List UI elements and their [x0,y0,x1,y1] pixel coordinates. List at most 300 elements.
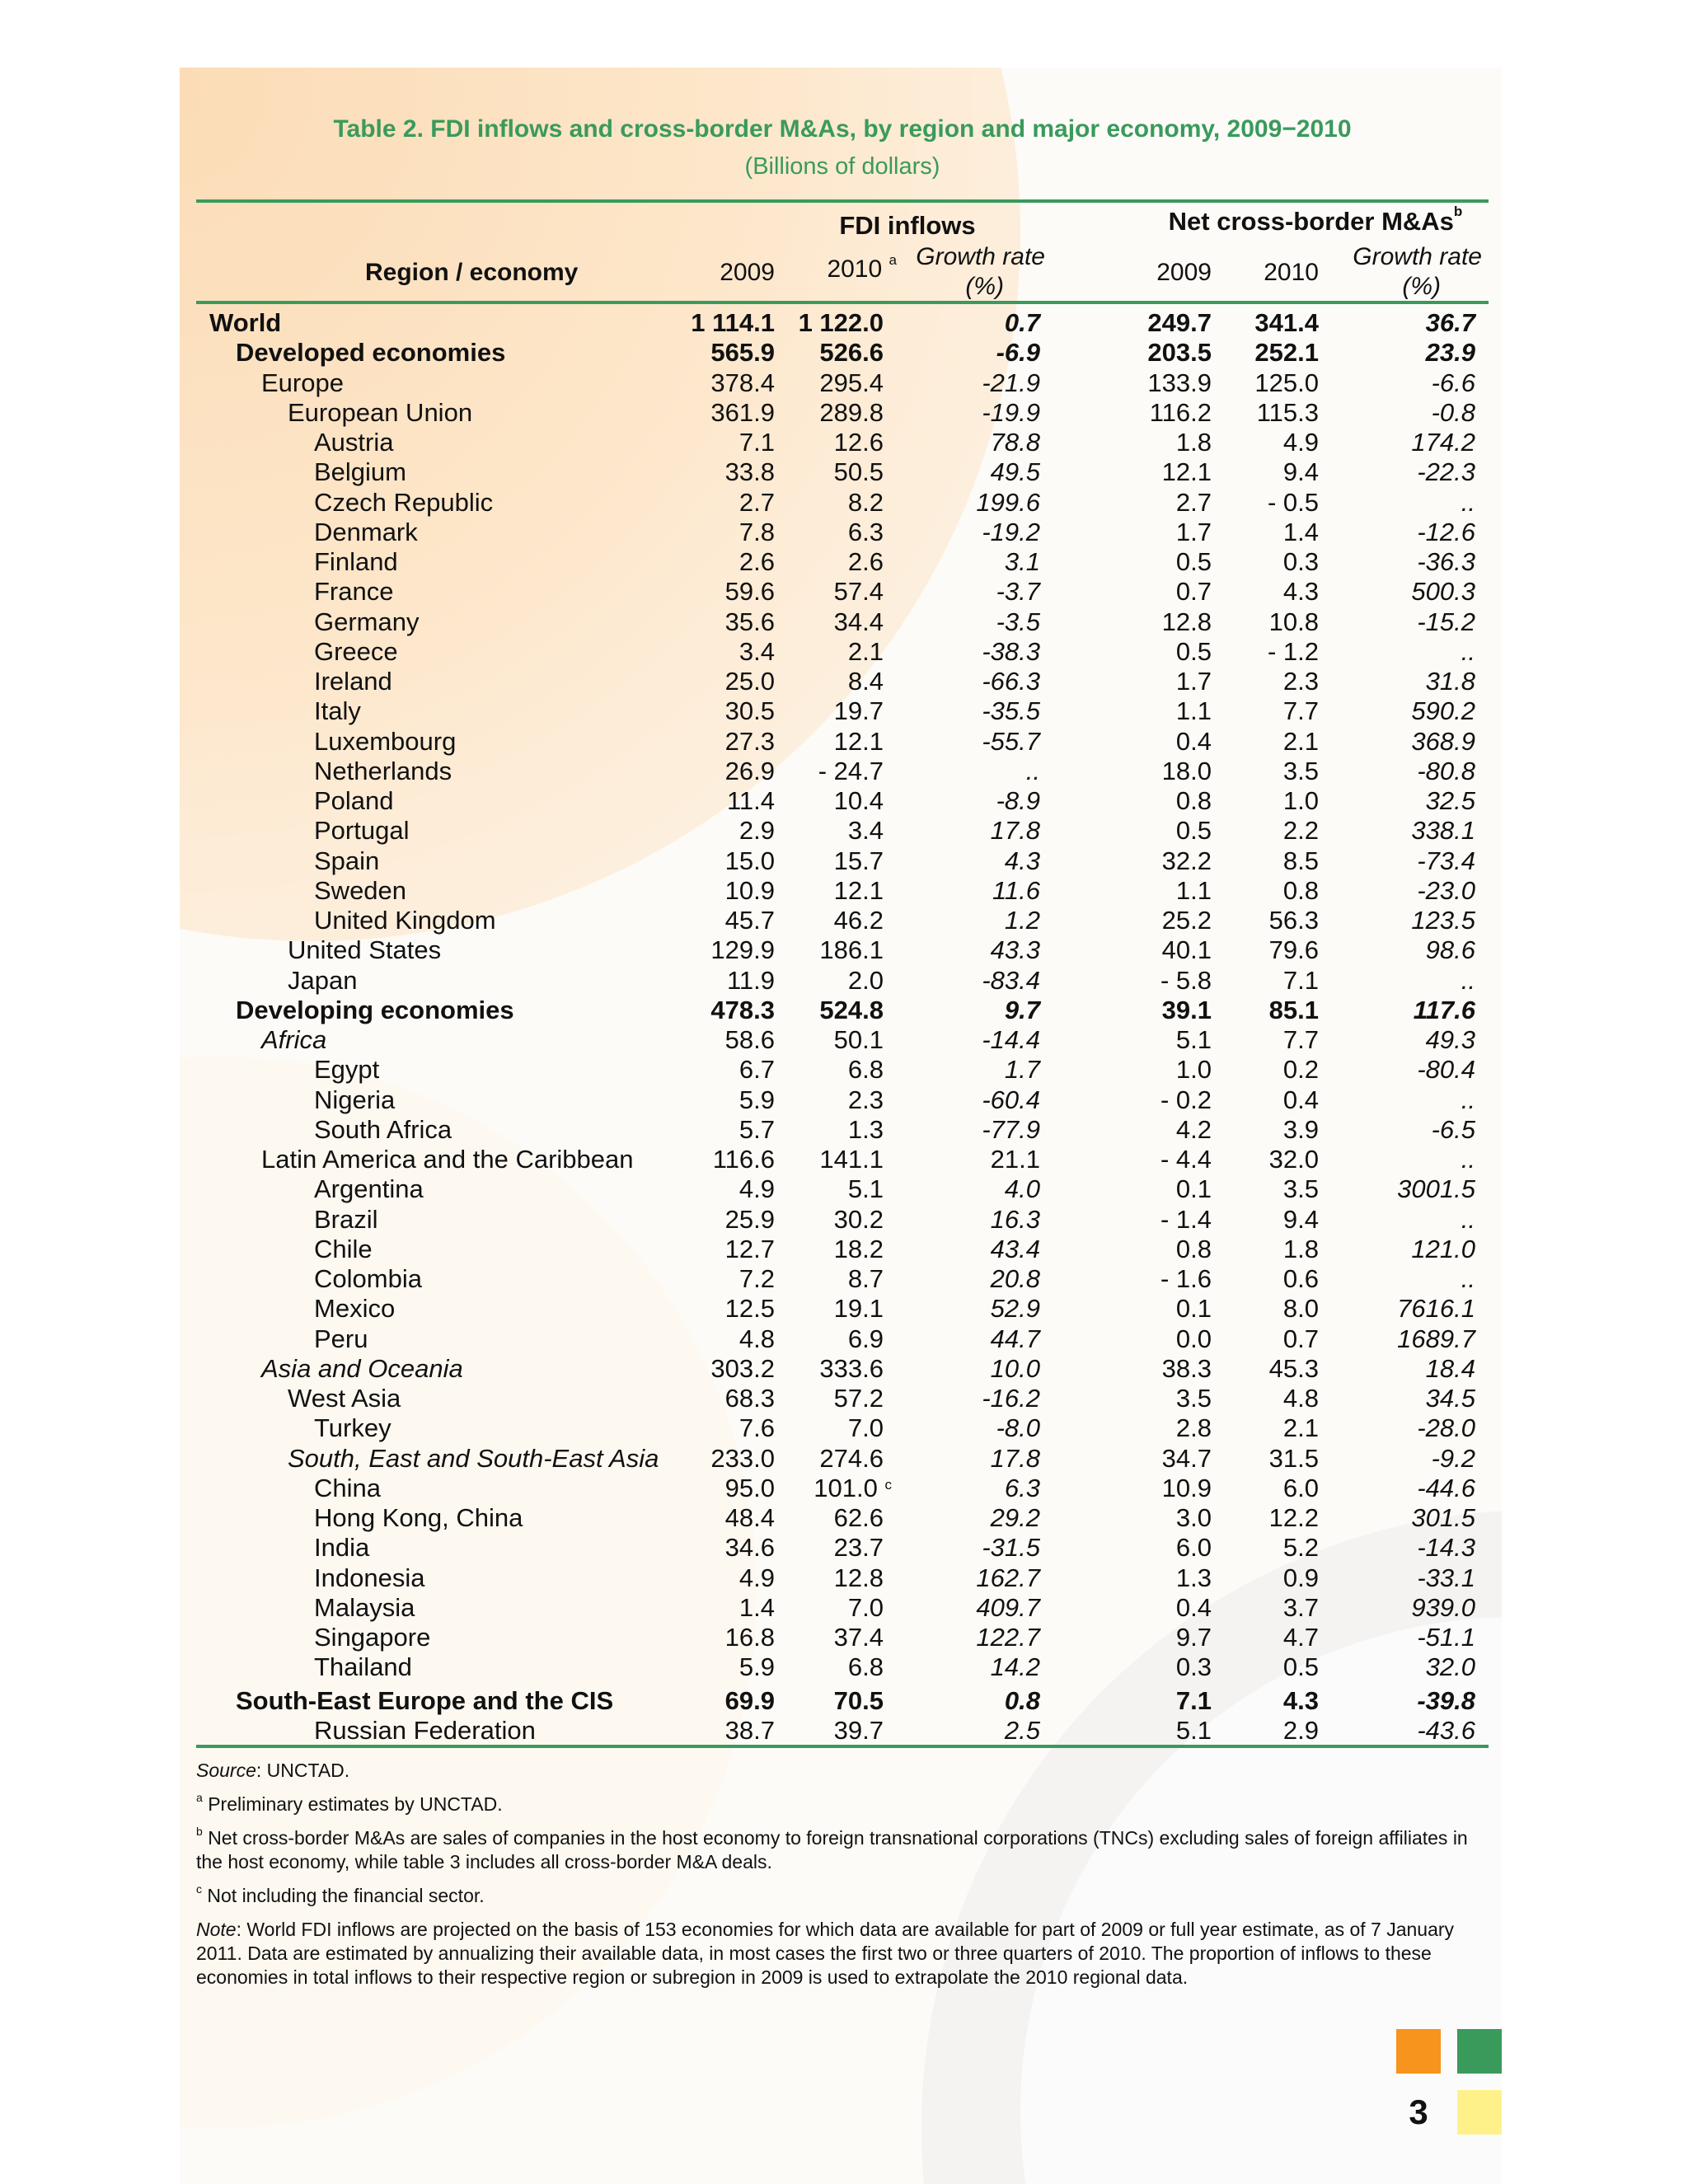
cell-ma-2009: 3.5 [1175,1384,1212,1413]
cell-ma-growth: 590.2 [1411,696,1475,726]
row-label: Africa [261,1025,327,1054]
cell-ma-growth: -6.5 [1431,1114,1475,1144]
cell-value: 101.0 [814,1473,878,1502]
cell-ma-2009: 2.7 [1175,487,1212,517]
cell-ma-2010: 5.2 [1282,1533,1319,1563]
table-row [196,1474,1489,1503]
note-c [196,1884,1489,1908]
cell-ma-2010: 8.0 [1282,1294,1319,1324]
cell-ma-2009: 0.7 [1175,577,1212,607]
table-row [196,906,1489,935]
cell-fdi-2009: 68.3 [724,1384,775,1413]
cell-fdi-2010: 8.2 [847,487,884,517]
cell-ma-2009: 0.3 [1175,1652,1212,1682]
cell-ma-2009: 39.1 [1161,995,1212,1024]
cell-fdi-growth: -14.4 [982,1025,1040,1054]
cell-ma-2010: 1.8 [1282,1234,1319,1263]
cell-fdi-2010: 524.8 [819,995,884,1024]
cell-fdi-2009: 7.8 [738,517,775,546]
cell-ma-2009: 5.1 [1175,1025,1212,1054]
row-label: Brazil [314,1204,378,1234]
row-label: Spain [314,846,380,875]
cell-ma-growth: .. [1461,1145,1475,1174]
row-label: South-East Europe and the CIS [236,1685,614,1715]
cell-fdi-2009: 59.6 [724,577,775,607]
cell-ma-2009: 0.5 [1175,816,1212,846]
cell-ma-growth: 18.4 [1425,1353,1475,1383]
row-label: Hong Kong, China [314,1503,523,1532]
cell-ma-2009: - 5.8 [1160,965,1212,995]
cell-fdi-2009: 58.6 [724,1025,775,1054]
cell-ma-2010: 2.2 [1282,816,1319,846]
cell-ma-growth: 34.5 [1425,1384,1475,1413]
cell-ma-2010: 125.0 [1254,368,1319,397]
row-label: Luxembourg [314,726,457,756]
cell-fdi-2010: 274.6 [819,1443,884,1473]
cell-fdi-2010: 39.7 [833,1715,884,1745]
cell-fdi-growth: .. [1025,756,1040,785]
cell-fdi-2009: 1.4 [738,1592,775,1622]
cell-fdi-growth: 3.1 [1004,547,1040,576]
cell-ma-2009: 1.8 [1175,428,1212,457]
cell-fdi-2010: 2.3 [847,1085,884,1114]
cell-fdi-2010: 19.1 [833,1294,884,1324]
header-net-ma [1142,204,1489,237]
table-row [196,1716,1489,1746]
table-row [196,1025,1489,1055]
row-label: Developed economies [236,338,506,368]
cell-fdi-growth: 17.8 [990,816,1040,846]
cell-fdi-growth: -3.5 [996,607,1040,636]
cell-ma-2010: 0.9 [1282,1563,1319,1592]
table-row [196,966,1489,996]
cell-ma-growth: 939.0 [1411,1592,1475,1622]
table-row [196,308,1489,338]
row-label: Netherlands [314,756,452,785]
cell-fdi-growth: 1.7 [1004,1055,1040,1085]
cell-ma-2010: 0.6 [1282,1264,1319,1293]
cell-fdi-growth: 43.4 [990,1234,1040,1263]
cell-fdi-2010: 23.7 [833,1533,884,1563]
cell-fdi-growth: -16.2 [982,1384,1040,1413]
row-label: Poland [314,786,394,815]
cell-fdi-growth: -38.3 [982,636,1040,666]
cell-fdi-growth: -35.5 [982,696,1040,726]
cell-fdi-2010: 34.4 [833,607,884,636]
note-general [196,1918,1489,1990]
cell-ma-2009: 34.7 [1161,1443,1212,1473]
cell-fdi-2009: 12.5 [724,1294,775,1324]
table-row [196,1174,1489,1204]
table-row [196,1264,1489,1294]
table-row [196,1503,1489,1533]
table-bottom-rule [196,1745,1489,1748]
row-label: Developing economies [236,995,514,1024]
cell-fdi-2010: 8.4 [847,667,884,696]
row-label: West Asia [288,1384,401,1413]
table-row [196,1623,1489,1652]
cell-fdi-growth: 122.7 [976,1623,1040,1652]
row-label: Turkey [314,1413,392,1443]
row-label: France [314,577,394,607]
row-label: World [209,308,282,337]
cell-ma-2009: 25.2 [1161,906,1212,935]
cell-fdi-2009: 4.8 [738,1324,775,1353]
cell-fdi-2010: 526.6 [819,338,884,368]
table-row [196,1384,1489,1413]
table-row [196,757,1489,786]
table-title: Table 2. FDI inflows and cross-border M&As, by region and major economy, 2009−2010 [333,115,1352,143]
cell-fdi-2009: 15.0 [724,846,775,875]
cell-fdi-growth: 2.5 [1004,1715,1040,1745]
row-label: Europe [261,368,344,397]
row-label: Belgium [314,457,406,487]
cell-ma-2009: 5.1 [1175,1715,1212,1745]
table-row [196,846,1489,876]
cell-ma-growth: 123.5 [1411,906,1475,935]
table-row [196,935,1489,965]
cell-ma-growth: -0.8 [1431,397,1475,427]
cell-ma-growth: -80.8 [1417,756,1475,785]
table-row [196,1055,1489,1085]
cell-ma-growth: -51.1 [1417,1623,1475,1652]
cell-fdi-2009: 7.1 [738,428,775,457]
cell-ma-growth: 301.5 [1411,1503,1475,1532]
cell-fdi-2009: 129.9 [710,935,775,965]
cell-ma-2010: 3.5 [1282,756,1319,785]
cell-fdi-growth: 49.5 [990,457,1040,487]
row-label: South, East and South-East Asia [288,1443,659,1473]
cell-fdi-2009: 33.8 [724,457,775,487]
row-label: United States [288,935,442,965]
header-net-ma-footnote: b [1453,204,1463,219]
cell-fdi-growth: 44.7 [990,1324,1040,1353]
cell-ma-growth: .. [1461,487,1475,517]
cell-fdi-2009: 11.4 [726,786,775,815]
table-row [196,1686,1489,1716]
cell-fdi-2009: 27.3 [724,726,775,756]
cell-ma-2009: 12.1 [1161,457,1212,487]
row-label: Italy [314,696,361,726]
cell-ma-2009: 1.3 [1175,1563,1212,1592]
cell-ma-2010: 0.8 [1282,875,1319,905]
note-a [196,1793,1489,1816]
row-label: Russian Federation [314,1715,536,1745]
cell-fdi-2010: 333.6 [819,1353,884,1383]
cell-fdi-growth: 0.7 [1004,308,1040,337]
cell-fdi-2010: 18.2 [833,1234,884,1263]
cell-fdi-2010: 8.7 [847,1264,884,1293]
table-row [196,876,1489,906]
table-row [196,1563,1489,1593]
cell-fdi-growth: -19.9 [982,397,1040,427]
cell-fdi-growth: -19.2 [982,517,1040,546]
cell-ma-growth: 32.5 [1425,786,1475,815]
table-row [196,1294,1489,1324]
row-label: Latin America and the Caribbean [261,1145,634,1174]
cell-fdi-2009: 16.8 [724,1623,775,1652]
cell-fdi-2010: 6.3 [847,517,884,546]
cell-ma-growth: -23.0 [1417,875,1475,905]
cell-ma-2009: 203.5 [1147,338,1212,368]
table-row [196,518,1489,547]
cell-ma-2009: 12.8 [1161,607,1212,636]
row-label: Japan [288,965,358,995]
cell-ma-2009: 10.9 [1161,1473,1212,1502]
cell-ma-2010: 6.0 [1282,1473,1319,1502]
cell-ma-growth: 121.0 [1411,1234,1475,1263]
cell-ma-growth: 7616.1 [1397,1294,1475,1324]
cell-fdi-2010: 289.8 [819,397,884,427]
cell-fdi-2009: 303.2 [710,1353,775,1383]
table-row [196,1652,1489,1682]
cell-ma-2009: 1.7 [1175,667,1212,696]
cell-fdi-growth: -60.4 [982,1085,1040,1114]
row-label: South Africa [314,1114,452,1144]
row-label: Chile [314,1234,373,1263]
table-row [196,1413,1489,1443]
table-body [196,308,1489,1746]
cell-fdi-growth: 11.6 [992,875,1040,905]
cell-ma-2010: 4.3 [1282,1685,1319,1715]
row-label: China [314,1473,381,1502]
cell-ma-2009: 7.1 [1175,1685,1212,1715]
cell-ma-2009: 0.4 [1175,1592,1212,1622]
table-row [196,1533,1489,1563]
row-label: Finland [314,547,398,576]
cell-fdi-2009: 6.7 [738,1055,775,1085]
cell-ma-2010: 3.7 [1282,1592,1319,1622]
cell-ma-2009: 1.1 [1175,875,1212,905]
cell-fdi-2010: 1.3 [847,1114,884,1144]
cell-ma-2009: 32.2 [1161,846,1212,875]
cell-ma-2009: - 4.4 [1160,1145,1212,1174]
cell-ma-2010: 4.9 [1282,428,1319,457]
header-region-economy: Region / economy [365,259,579,286]
cell-fdi-2009: 378.4 [710,368,775,397]
table-row [196,1444,1489,1474]
cell-ma-2010: 0.7 [1282,1324,1319,1353]
cell-ma-growth: -15.2 [1417,607,1475,636]
table-row [196,1354,1489,1384]
row-label: Portugal [314,816,410,846]
cell-fdi-2009: 5.9 [738,1085,775,1114]
cell-fdi-growth: -83.4 [982,965,1040,995]
cell-fdi-2009: 10.9 [724,875,775,905]
row-label: United Kingdom [314,906,496,935]
cell-fdi-2009: 11.9 [726,965,775,995]
table-row [196,607,1489,637]
cell-fdi-growth: 21.1 [990,1145,1040,1174]
cell-ma-2009: 38.3 [1161,1353,1212,1383]
cell-fdi-2010: 295.4 [819,368,884,397]
decorative-yellow-square [1457,2090,1502,2135]
cell-ma-2010: 9.4 [1282,457,1319,487]
cell-ma-2010: 8.5 [1282,846,1319,875]
cell-ma-2010: 0.4 [1282,1085,1319,1114]
note-b [196,1826,1489,1874]
cell-fdi-2009: 48.4 [724,1503,775,1532]
cell-ma-2009: 0.5 [1175,547,1212,576]
row-label: Colombia [314,1264,422,1293]
cell-ma-2010: 7.7 [1282,696,1319,726]
cell-fdi-growth: 43.3 [990,935,1040,965]
row-label: Germany [314,607,420,636]
cell-ma-growth: -28.0 [1417,1413,1475,1443]
note-source [196,1759,1489,1783]
cell-ma-2010: 1.0 [1282,786,1319,815]
cell-fdi-2009: 12.7 [724,1234,775,1263]
cell-fdi-growth: 52.9 [990,1294,1040,1324]
cell-fdi-2010: 186.1 [819,935,884,965]
cell-fdi-2010: 12.8 [833,1563,884,1592]
cell-fdi-2010: 70.5 [833,1685,884,1715]
note-b-text: Net cross-border M&As are sales of companies in the host economy to foreign transnational corporations (TNCs) excluding sales of foreign affiliates in the host economy, while table 3 includes all cross-border M&A deals. [196,1827,1468,1872]
cell-fdi-2009: 4.9 [738,1174,775,1204]
cell-ma-2010: 31.5 [1268,1443,1319,1473]
cell-ma-2010: 2.1 [1282,1413,1319,1443]
cell-ma-growth: 31.8 [1425,667,1475,696]
cell-ma-2009: 1.0 [1175,1055,1212,1085]
table-header-rule [196,301,1489,304]
cell-fdi-growth: 199.6 [976,487,1040,517]
header-ma-growth-line2: (%) [1402,273,1441,300]
cell-ma-2009: 133.9 [1147,368,1212,397]
cell-ma-2009: 1.1 [1175,696,1212,726]
header-fdi-2010-label: 2010 [827,255,883,283]
note-general-text: : World FDI inflows are projected on the basis of 153 economies for which data are available for part of 2009 or full year estimate, as of 7 January 2011. Data are estimated by annualizing their available data, in most cases the first two or three quarters of 2010. The proportion of inflows to these economies in total inflows to their respective region or subregion in 2009 is used to extrapolate the 2010 regional data. [196,1919,1455,1988]
cell-ma-2009: 0.5 [1175,636,1212,666]
note-source-text: : UNCTAD. [256,1760,350,1781]
note-a-text: Preliminary estimates by UNCTAD. [208,1793,503,1815]
cell-fdi-2010: 19.7 [833,696,884,726]
cell-ma-growth: -33.1 [1417,1563,1475,1592]
note-general-label: Note [196,1919,237,1940]
header-fdi-growth-line1: Growth rate [916,243,1045,270]
cell-fdi-2009: 2.6 [738,547,775,576]
cell-ma-2010: 0.3 [1282,547,1319,576]
header-ma-2009: 2009 [1156,259,1212,286]
cell-ma-2009: 0.1 [1175,1174,1212,1204]
cell-fdi-2009: 478.3 [710,995,775,1024]
row-label: Austria [314,428,394,457]
cell-ma-growth: -44.6 [1417,1473,1475,1502]
cell-fdi-2009: 565.9 [710,338,775,368]
cell-fdi-2010: 12.1 [833,875,884,905]
table-row [196,786,1489,816]
cell-fdi-growth: 162.7 [976,1563,1040,1592]
cell-ma-growth: -9.2 [1431,1443,1475,1473]
cell-fdi-2009: 26.9 [724,756,775,785]
cell-fdi-growth: 4.0 [1004,1174,1040,1204]
cell-ma-2010: 115.3 [1256,397,1319,427]
header-fdi-inflows [780,211,1035,241]
table-row [196,1115,1489,1145]
cell-ma-2010: 7.1 [1282,965,1319,995]
cell-fdi-2010: 5.1 [847,1174,884,1204]
cell-fdi-2009: 3.4 [738,636,775,666]
row-label: India [314,1533,370,1563]
cell-ma-growth: 49.3 [1425,1025,1475,1054]
cell-ma-growth: -22.3 [1417,457,1475,487]
cell-fdi-growth: -31.5 [982,1533,1040,1563]
cell-fdi-2010: 141.1 [819,1145,884,1174]
cell-ma-2009: 0.4 [1175,726,1212,756]
table-row [196,996,1489,1025]
cell-ma-growth: 32.0 [1425,1652,1475,1682]
cell-fdi-growth: 9.7 [1004,995,1040,1024]
cell-ma-growth: 98.6 [1425,935,1475,965]
header-fdi-2010 [806,252,897,284]
cell-ma-2009: 1.7 [1175,517,1212,546]
cell-fdi-growth: -3.7 [996,577,1040,607]
cell-fdi-growth: -6.9 [996,338,1040,368]
cell-fdi-2009: 116.6 [712,1145,775,1174]
row-label: Argentina [314,1174,424,1204]
cell-ma-2010: 0.2 [1282,1055,1319,1085]
cell-ma-growth: -6.6 [1431,368,1475,397]
table-row [196,816,1489,846]
cell-ma-growth: 1689.7 [1397,1324,1475,1353]
cell-fdi-growth: 0.8 [1004,1685,1040,1715]
cell-ma-growth: -80.4 [1417,1055,1475,1085]
cell-fdi-2009: 361.9 [710,397,775,427]
cell-ma-2010: 2.9 [1282,1715,1319,1745]
cell-ma-2010: 3.9 [1282,1114,1319,1144]
cell-ma-2010: 4.7 [1282,1623,1319,1652]
cell-ma-2010: 1.4 [1282,517,1319,546]
cell-fdi-2009: 2.7 [738,487,775,517]
cell-fdi-2009: 4.9 [738,1563,775,1592]
cell-fdi-2010: 2.0 [847,965,884,995]
cell-ma-growth: .. [1461,1085,1475,1114]
cell-fdi-2010: 10.4 [833,786,884,815]
table-row [196,577,1489,607]
cell-ma-2010: 10.8 [1268,607,1319,636]
cell-fdi-2010: 37.4 [833,1623,884,1652]
cell-fdi-2010: 6.8 [847,1652,884,1682]
cell-ma-growth: 36.7 [1425,308,1475,337]
cell-fdi-growth: -55.7 [982,726,1040,756]
cell-fdi-growth: 10.0 [990,1353,1040,1383]
cell-ma-2009: 116.2 [1149,397,1212,427]
cell-fdi-2009: 25.9 [724,1204,775,1234]
header-ma-growth-line1: Growth rate [1353,243,1482,270]
cell-ma-2010: - 1.2 [1267,636,1319,666]
cell-fdi-growth: -21.9 [982,368,1040,397]
header-fdi-inflows-label: FDI inflows [839,211,976,240]
cell-footnote: c [884,1476,892,1493]
cell-ma-2010: 7.7 [1282,1025,1319,1054]
cell-ma-growth: -36.3 [1417,547,1475,576]
table-row [196,1324,1489,1354]
row-label: European Union [288,397,473,427]
table-subtitle: (Billions of dollars) [744,153,940,180]
cell-ma-growth: .. [1461,636,1475,666]
cell-ma-2010: 0.5 [1282,1652,1319,1682]
cell-ma-2009: 4.2 [1175,1114,1212,1144]
row-label: Singapore [314,1623,431,1652]
cell-ma-growth: -73.4 [1417,846,1475,875]
cell-ma-2009: - 0.2 [1160,1085,1212,1114]
cell-ma-2010: 79.6 [1268,935,1319,965]
cell-fdi-2010: 12.1 [833,726,884,756]
cell-ma-growth: -12.6 [1417,517,1475,546]
cell-fdi-2009: 1 114.1 [691,308,775,337]
cell-ma-growth: -43.6 [1417,1715,1475,1745]
cell-fdi-growth: 14.2 [990,1652,1040,1682]
note-c-text: Not including the financial sector. [207,1885,485,1906]
